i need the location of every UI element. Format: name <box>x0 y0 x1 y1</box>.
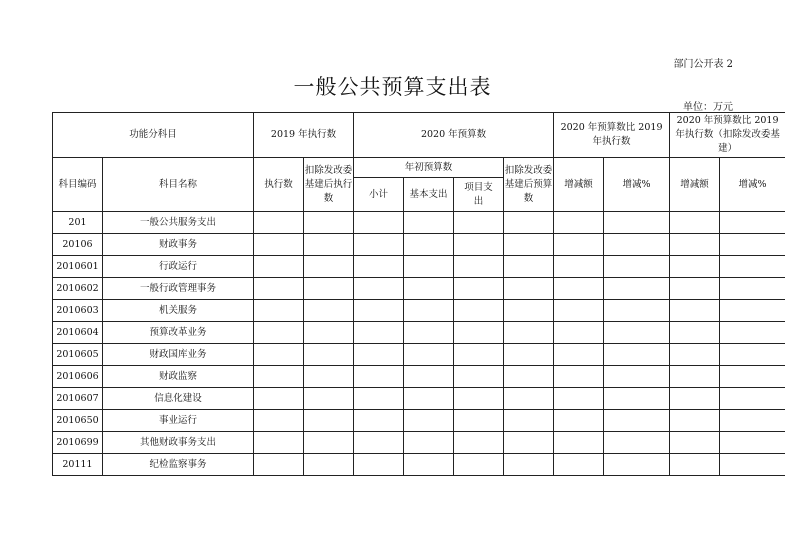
value-cell <box>354 212 404 234</box>
value-cell <box>404 212 454 234</box>
subject-name: 事业运行 <box>103 410 254 432</box>
value-cell <box>254 212 304 234</box>
value-cell <box>670 454 720 476</box>
subject-code: 20106 <box>53 234 103 256</box>
value-cell <box>254 344 304 366</box>
subject-code: 2010606 <box>53 366 103 388</box>
subject-code: 2010603 <box>53 300 103 322</box>
value-cell <box>604 344 670 366</box>
value-cell <box>354 454 404 476</box>
value-cell <box>504 256 554 278</box>
value-cell <box>670 234 720 256</box>
value-cell <box>604 256 670 278</box>
value-cell <box>254 322 304 344</box>
value-cell <box>454 300 504 322</box>
value-cell <box>254 410 304 432</box>
value-cell <box>354 366 404 388</box>
budget-table <box>52 112 785 476</box>
value-cell <box>454 234 504 256</box>
value-cell <box>720 212 785 234</box>
value-cell <box>504 234 554 256</box>
value-cell <box>454 278 504 300</box>
value-cell <box>454 454 504 476</box>
value-cell <box>670 344 720 366</box>
subject-name: 行政运行 <box>103 256 254 278</box>
value-cell <box>554 278 604 300</box>
header-initial-budget: 年初预算数 <box>354 158 504 178</box>
value-cell <box>604 410 670 432</box>
value-cell <box>670 366 720 388</box>
header-compare-2019-excl: 2020 年预算数比 2019 年执行数（扣除发改委基建） <box>670 113 785 158</box>
value-cell <box>720 256 785 278</box>
subject-name: 预算改革业务 <box>103 322 254 344</box>
value-cell <box>304 256 354 278</box>
value-cell <box>404 278 454 300</box>
value-cell <box>604 432 670 454</box>
value-cell <box>354 256 404 278</box>
subject-name: 机关服务 <box>103 300 254 322</box>
value-cell <box>354 344 404 366</box>
value-cell <box>720 344 785 366</box>
value-cell <box>554 300 604 322</box>
subject-name: 一般公共服务支出 <box>103 212 254 234</box>
table-row <box>53 410 785 432</box>
table-row <box>53 344 785 366</box>
value-cell <box>404 300 454 322</box>
value-cell <box>454 432 504 454</box>
value-cell <box>604 278 670 300</box>
value-cell <box>454 366 504 388</box>
value-cell <box>304 212 354 234</box>
value-cell <box>720 366 785 388</box>
subject-name: 其他财政事务支出 <box>103 432 254 454</box>
value-cell <box>670 388 720 410</box>
value-cell <box>720 234 785 256</box>
value-cell <box>354 388 404 410</box>
value-cell <box>670 410 720 432</box>
value-cell <box>254 234 304 256</box>
value-cell <box>604 234 670 256</box>
value-cell <box>670 212 720 234</box>
value-cell <box>254 300 304 322</box>
value-cell <box>720 454 785 476</box>
subject-code: 2010602 <box>53 278 103 300</box>
value-cell <box>354 234 404 256</box>
value-cell <box>554 432 604 454</box>
value-cell <box>404 432 454 454</box>
form-reference: 部门公开表 2 <box>673 59 733 70</box>
value-cell <box>504 388 554 410</box>
header-2020-budget: 2020 年预算数 <box>354 113 554 158</box>
subject-code: 2010607 <box>53 388 103 410</box>
value-cell <box>354 410 404 432</box>
value-cell <box>254 278 304 300</box>
value-cell <box>404 366 454 388</box>
table-row <box>53 454 785 476</box>
header-project-expenditure: 项目支出 <box>454 178 504 212</box>
value-cell <box>720 322 785 344</box>
unit-label: 单位：万元 <box>683 102 733 113</box>
value-cell <box>254 454 304 476</box>
value-cell <box>720 278 785 300</box>
table-row <box>53 388 785 410</box>
value-cell <box>404 454 454 476</box>
header-subject-code: 科目编码 <box>53 158 103 212</box>
header-basic-expenditure: 基本支出 <box>404 178 454 212</box>
table-row <box>53 234 785 256</box>
header-execution: 执行数 <box>254 158 304 212</box>
value-cell <box>254 256 304 278</box>
table-row <box>53 366 785 388</box>
value-cell <box>504 410 554 432</box>
subject-code: 2010601 <box>53 256 103 278</box>
value-cell <box>670 322 720 344</box>
table-row <box>53 256 785 278</box>
value-cell <box>554 234 604 256</box>
value-cell <box>720 410 785 432</box>
value-cell <box>454 344 504 366</box>
value-cell <box>354 432 404 454</box>
value-cell <box>504 322 554 344</box>
value-cell <box>670 432 720 454</box>
subject-code: 20111 <box>53 454 103 476</box>
header-change-percent-2: 增减% <box>720 158 785 212</box>
value-cell <box>670 256 720 278</box>
value-cell <box>554 256 604 278</box>
value-cell <box>554 454 604 476</box>
value-cell <box>354 278 404 300</box>
value-cell <box>554 344 604 366</box>
value-cell <box>304 234 354 256</box>
value-cell <box>504 366 554 388</box>
table-row <box>53 212 785 234</box>
value-cell <box>354 300 404 322</box>
subject-code: 2010604 <box>53 322 103 344</box>
value-cell <box>720 388 785 410</box>
table-row <box>53 300 785 322</box>
header-function-category: 功能分科目 <box>53 113 254 158</box>
subject-name: 信息化建设 <box>103 388 254 410</box>
subject-name: 财政监察 <box>103 366 254 388</box>
value-cell <box>604 366 670 388</box>
table-row <box>53 322 785 344</box>
header-change-amount-1: 增减额 <box>554 158 604 212</box>
subject-code: 201 <box>53 212 103 234</box>
value-cell <box>504 278 554 300</box>
value-cell <box>304 410 354 432</box>
value-cell <box>554 212 604 234</box>
value-cell <box>604 300 670 322</box>
value-cell <box>304 322 354 344</box>
subject-name: 一般行政管理事务 <box>103 278 254 300</box>
header-execution-excl: 扣除发改委基建后执行数 <box>304 158 354 212</box>
value-cell <box>670 300 720 322</box>
value-cell <box>504 432 554 454</box>
value-cell <box>304 344 354 366</box>
subject-code: 2010650 <box>53 410 103 432</box>
value-cell <box>354 322 404 344</box>
value-cell <box>504 300 554 322</box>
subject-code: 2010605 <box>53 344 103 366</box>
value-cell <box>504 212 554 234</box>
subject-name: 财政事务 <box>103 234 254 256</box>
subject-name: 纪检监察事务 <box>103 454 254 476</box>
header-compare-2019: 2020 年预算数比 2019 年执行数 <box>554 113 670 158</box>
value-cell <box>304 432 354 454</box>
header-subject-name: 科目名称 <box>103 158 254 212</box>
value-cell <box>720 300 785 322</box>
value-cell <box>604 212 670 234</box>
value-cell <box>554 366 604 388</box>
value-cell <box>404 388 454 410</box>
value-cell <box>304 300 354 322</box>
value-cell <box>404 256 454 278</box>
value-cell <box>304 278 354 300</box>
value-cell <box>554 322 604 344</box>
header-subtotal: 小计 <box>354 178 404 212</box>
table-row <box>53 432 785 454</box>
value-cell <box>454 212 504 234</box>
value-cell <box>670 278 720 300</box>
value-cell <box>554 410 604 432</box>
subject-name: 财政国库业务 <box>103 344 254 366</box>
value-cell <box>254 432 304 454</box>
value-cell <box>604 322 670 344</box>
value-cell <box>404 344 454 366</box>
value-cell <box>454 388 504 410</box>
value-cell <box>254 388 304 410</box>
value-cell <box>254 366 304 388</box>
value-cell <box>720 432 785 454</box>
value-cell <box>504 344 554 366</box>
value-cell <box>304 388 354 410</box>
header-2019-execution: 2019 年执行数 <box>254 113 354 158</box>
value-cell <box>304 454 354 476</box>
header-change-amount-2: 增减额 <box>670 158 720 212</box>
header-change-percent-1: 增减% <box>604 158 670 212</box>
value-cell <box>604 454 670 476</box>
value-cell <box>454 322 504 344</box>
value-cell <box>304 366 354 388</box>
page-title: 一般公共预算支出表 <box>293 75 492 99</box>
value-cell <box>604 388 670 410</box>
subject-code: 2010699 <box>53 432 103 454</box>
value-cell <box>404 410 454 432</box>
value-cell <box>454 410 504 432</box>
table-row <box>53 278 785 300</box>
value-cell <box>404 322 454 344</box>
value-cell <box>404 234 454 256</box>
header-budget-excl: 扣除发改委基建后预算数 <box>504 158 554 212</box>
value-cell <box>554 388 604 410</box>
value-cell <box>454 256 504 278</box>
value-cell <box>504 454 554 476</box>
